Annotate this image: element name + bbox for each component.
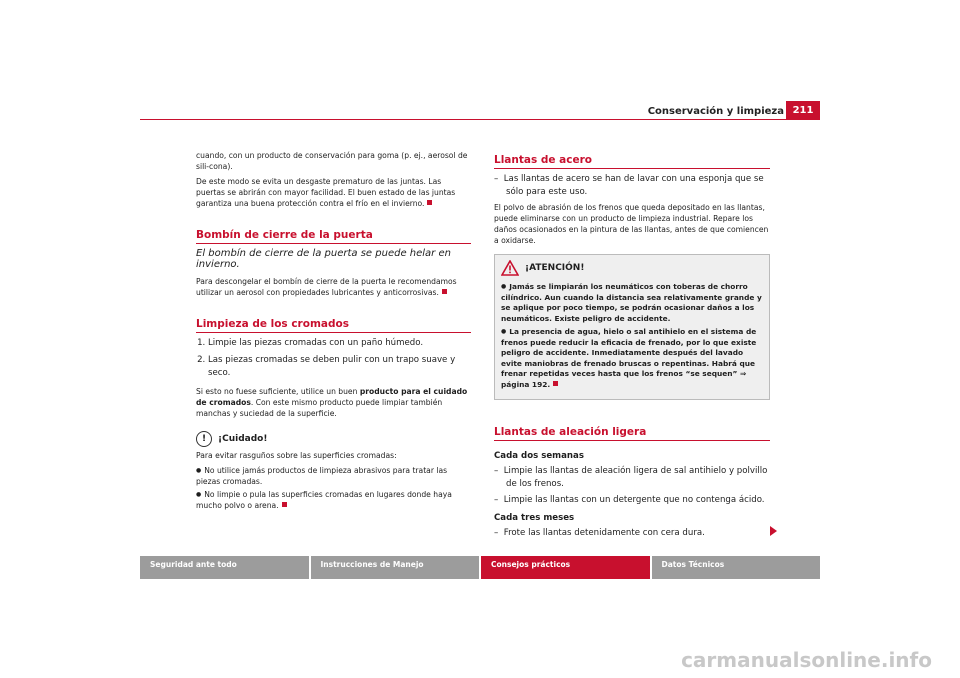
page-number: 211 bbox=[786, 101, 820, 120]
step-item: 1. Limpie las piezas cromadas con un paño húmedo. bbox=[208, 337, 471, 350]
end-marker-icon bbox=[282, 502, 287, 507]
section-subtitle: El bombín de cierre de la puerta se puede helar en invierno. bbox=[196, 248, 451, 270]
next-page-arrow-icon[interactable] bbox=[770, 526, 777, 536]
steel-rims-body: El polvo de abrasión de los frenos que queda depositado en las llantas, puede eliminarse con un producto de limpieza industrial. Repare los daños ocasionados en la pintura de las llantas, antes de que comiencen a oxidarse. bbox=[494, 203, 769, 245]
alloy-instruction: – Frote las llantas detenidamente con cera dura. bbox=[494, 527, 705, 538]
steel-rims-instruction: – Las llantas de acero se han de lavar con una esponja que se sólo para este uso. bbox=[494, 174, 764, 197]
watermark: carmanualsonline.info bbox=[681, 648, 932, 672]
tab-consejos[interactable]: Consejos prácticos bbox=[481, 556, 650, 579]
section-heading-door-lock: Bombín de cierre de la puerta bbox=[196, 229, 471, 244]
step-item: 2. Las piezas cromadas se deben pulir con un trapo suave y seco. bbox=[208, 354, 471, 380]
end-marker-icon bbox=[553, 381, 558, 386]
chrome-steps-list bbox=[196, 337, 471, 380]
right-column bbox=[494, 150, 770, 543]
caution-bullet: ● No limpie o pula las superficies cromadas en lugares donde haya mucho polvo o arena. bbox=[196, 489, 471, 511]
tab-instrucciones[interactable]: Instrucciones de Manejo bbox=[311, 556, 480, 579]
schedule-heading: Cada dos semanas bbox=[494, 451, 584, 461]
end-marker-icon bbox=[427, 200, 432, 205]
alloy-instruction: – Limpie las llantas con un detergente que no contenga ácido. bbox=[494, 495, 765, 505]
end-marker-icon bbox=[442, 289, 447, 294]
page-header-title: Conservación y limpieza bbox=[647, 106, 784, 117]
caution-bullet: ● No utilice jamás productos de limpieza abrasivos para tratar las piezas cromadas. bbox=[196, 465, 471, 487]
warning-triangle-icon bbox=[501, 260, 519, 276]
schedule-heading: Cada tres meses bbox=[494, 512, 575, 523]
chrome-note: Si esto no fuese suficiente, utilice un buen producto para el cuidado de cromados. Con este mismo producto puede limpiar también manchas y suciedad de la superficie. bbox=[196, 387, 468, 418]
section-heading-steel-rims: Llantas de acero bbox=[494, 154, 770, 169]
caution-heading: ! ¡Cuidado! bbox=[196, 431, 471, 447]
footer-nav bbox=[140, 556, 820, 579]
tab-seguridad[interactable]: Seguridad ante todo bbox=[140, 556, 309, 579]
alloy-instruction: – Limpie las llantas de aleación ligera de sal antihielo y polvillo de los frenos. bbox=[494, 466, 768, 489]
door-lock-body: Para descongelar el bombín de cierre de la puerta le recomendamos utilizar un aerosol con propiedades lubricantes y anticorrosivas. bbox=[196, 277, 457, 297]
warning-box bbox=[494, 254, 770, 400]
section-heading-alloy-rims: Llantas de aleación ligera bbox=[494, 426, 770, 441]
warning-bullet: ● Jamás se limpiarán los neumáticos con toberas de chorro cilíndrico. Aun cuando la distancia sea relativamente grande y se aplique por poco tiempo, se podrán ocasionar daños a los neumáticos. Existe peligro de accidente. bbox=[501, 282, 763, 324]
left-column bbox=[196, 150, 471, 513]
caution-intro: Para evitar rasguños sobre las superficies cromadas: bbox=[196, 451, 397, 460]
caution-icon: ! bbox=[196, 431, 212, 447]
warning-bullet: ● La presencia de agua, hielo o sal antihielo en el sistema de frenos puede reducir la eficacia de frenado, por lo que existe peligro de accidente. Inmediatamente después del lavado evite maniobras de frenado bruscas o repentinas. Habrá que frenar repetidas veces hasta que los frenos “se sequen” ⇒ página 192. bbox=[501, 327, 763, 390]
section-heading-chrome: Limpieza de los cromados bbox=[196, 318, 471, 333]
tab-datos[interactable]: Datos Técnicos bbox=[652, 556, 821, 579]
intro-paragraph-2: De este modo se evita un desgaste prematuro de las juntas. Las puertas se abrirán con mayor facilidad. El buen estado de las juntas garantiza una buena protección contra el frío en el invierno. bbox=[196, 177, 456, 208]
intro-paragraph-1: cuando, con un producto de conservación para goma (p. ej., aerosol de sili-cona). bbox=[196, 151, 468, 171]
header-divider bbox=[140, 119, 820, 120]
warning-heading: ¡ATENCIÓN! bbox=[501, 260, 763, 276]
